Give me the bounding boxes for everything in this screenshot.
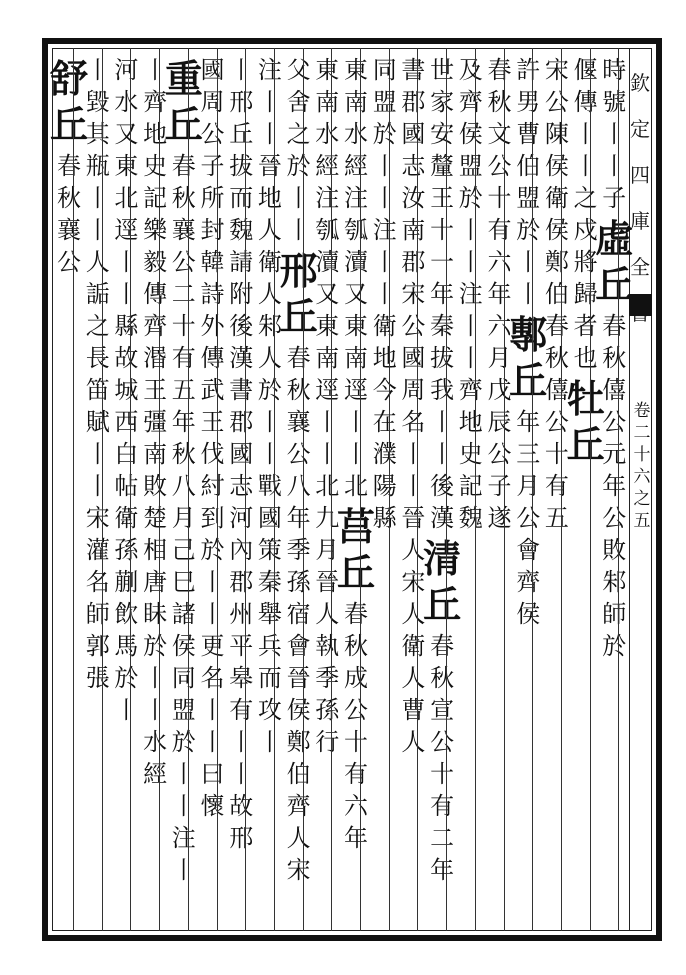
- column-text: 父舍之於丨丨: [286, 56, 311, 244]
- entry-heading: 莒丘: [336, 504, 375, 595]
- column-text: 春秋成公十有六年: [344, 600, 368, 852]
- column-text: 同盟於丨丨注丨丨衛地今在濮陽縣: [372, 56, 397, 532]
- column-text: 東南水經注瓠瀆又東南逕丨丨北: [344, 56, 368, 500]
- column-text: 春秋襄公: [57, 152, 81, 276]
- column-rule: [274, 48, 275, 931]
- column-rule: [188, 48, 189, 931]
- column-text: 春秋文公十有六年六月戊辰公子遂: [487, 56, 512, 532]
- entry-heading: 鄟丘: [509, 312, 548, 403]
- entry-heading: 重丘: [164, 56, 203, 147]
- column-text: 時號丨: [602, 56, 627, 148]
- column-text: 丨齊地史記樂毅傳齊湣王彊南敗楚相唐眛於丨丨水經: [143, 56, 168, 788]
- text-column: [45, 48, 93, 928]
- entry-heading: 清丘: [423, 536, 462, 627]
- column-rule: [159, 48, 160, 931]
- column-text: 春秋宣公十有二年: [430, 632, 455, 884]
- column-text: 春秋僖公十有五: [544, 312, 569, 532]
- column-rule: [73, 48, 74, 931]
- column-text: 九月晉人執季孫行: [315, 504, 340, 756]
- column-text: 東南水經注瓠瀆又東南逕丨丨北: [315, 56, 340, 500]
- entry-heading: 邢丘: [279, 248, 318, 339]
- entry-heading: 舒丘: [49, 56, 88, 147]
- column-text: 丨毀其瓶丨丨人詬之長笛賦丨丨宋灌名師郭張: [85, 56, 110, 692]
- column-text: 晉人宋人衛人曹人: [401, 504, 426, 756]
- column-text: 注丨丨晉地: [257, 56, 282, 212]
- volume-label: 卷二十六之五: [633, 401, 651, 531]
- column-rule: [303, 48, 304, 931]
- column-text: 春秋僖公元年公敗邾師於: [602, 312, 627, 660]
- column-text: 世家安釐王十一年秦拔我丨丨後漢: [430, 56, 455, 532]
- column-rule: [102, 48, 103, 931]
- column-rule: [417, 48, 418, 931]
- column-rule: [446, 48, 447, 931]
- column-text: 及齊侯盟於丨丨注丨丨齊地史記魏: [458, 56, 483, 532]
- column-text: 許男曹伯盟於丨丨: [516, 56, 541, 308]
- column-rule: [389, 48, 390, 931]
- column-rule: [561, 48, 562, 931]
- column-rule: [532, 48, 533, 931]
- column-text: 丨子: [602, 152, 627, 212]
- column-rule: [245, 48, 246, 931]
- column-text: 河水又東北逕丨丨縣故城西白帖衛孫蒯飲馬於丨: [114, 56, 139, 724]
- column-text: 人衛人邾人於丨丨戰國策秦舉兵而攻丨: [257, 216, 282, 756]
- column-rule: [217, 48, 218, 931]
- book-title: 欽定四庫全: [630, 71, 650, 279]
- column-rule: [618, 48, 619, 931]
- column-rule: [331, 48, 332, 931]
- column-rule: [360, 48, 361, 931]
- column-text: 國周公子所封韓詩外傳武王伐紂到於丨丨更名丨丨曰懷: [200, 56, 225, 820]
- column-text: 宋公陳侯衛侯鄭伯: [544, 56, 569, 308]
- column-text: 書郡國志汝南郡宋公國周名丨丨: [401, 56, 426, 500]
- column-text: 春秋襄公二十有五年秋八月己巳諸侯同盟於丨丨注丨: [171, 152, 196, 884]
- entry-heading: 虛丘: [595, 216, 634, 307]
- column-rule: [475, 48, 476, 931]
- column-text: 年三月公會齊侯: [516, 408, 541, 628]
- column-rule: [590, 48, 591, 931]
- column-text: 偃傳丨丨之戍將歸者也: [573, 56, 598, 372]
- column-text: 丨邢丘拔而魏請附後漢書郡國志河內郡州平皋有丨丨故邢: [229, 56, 254, 852]
- column-text: 春秋襄公八年季孫宿會晉侯鄭伯齊人宋: [286, 344, 311, 884]
- entry-heading: 牡丘: [566, 376, 605, 467]
- column-rule: [130, 48, 131, 931]
- column-rule: [504, 48, 505, 931]
